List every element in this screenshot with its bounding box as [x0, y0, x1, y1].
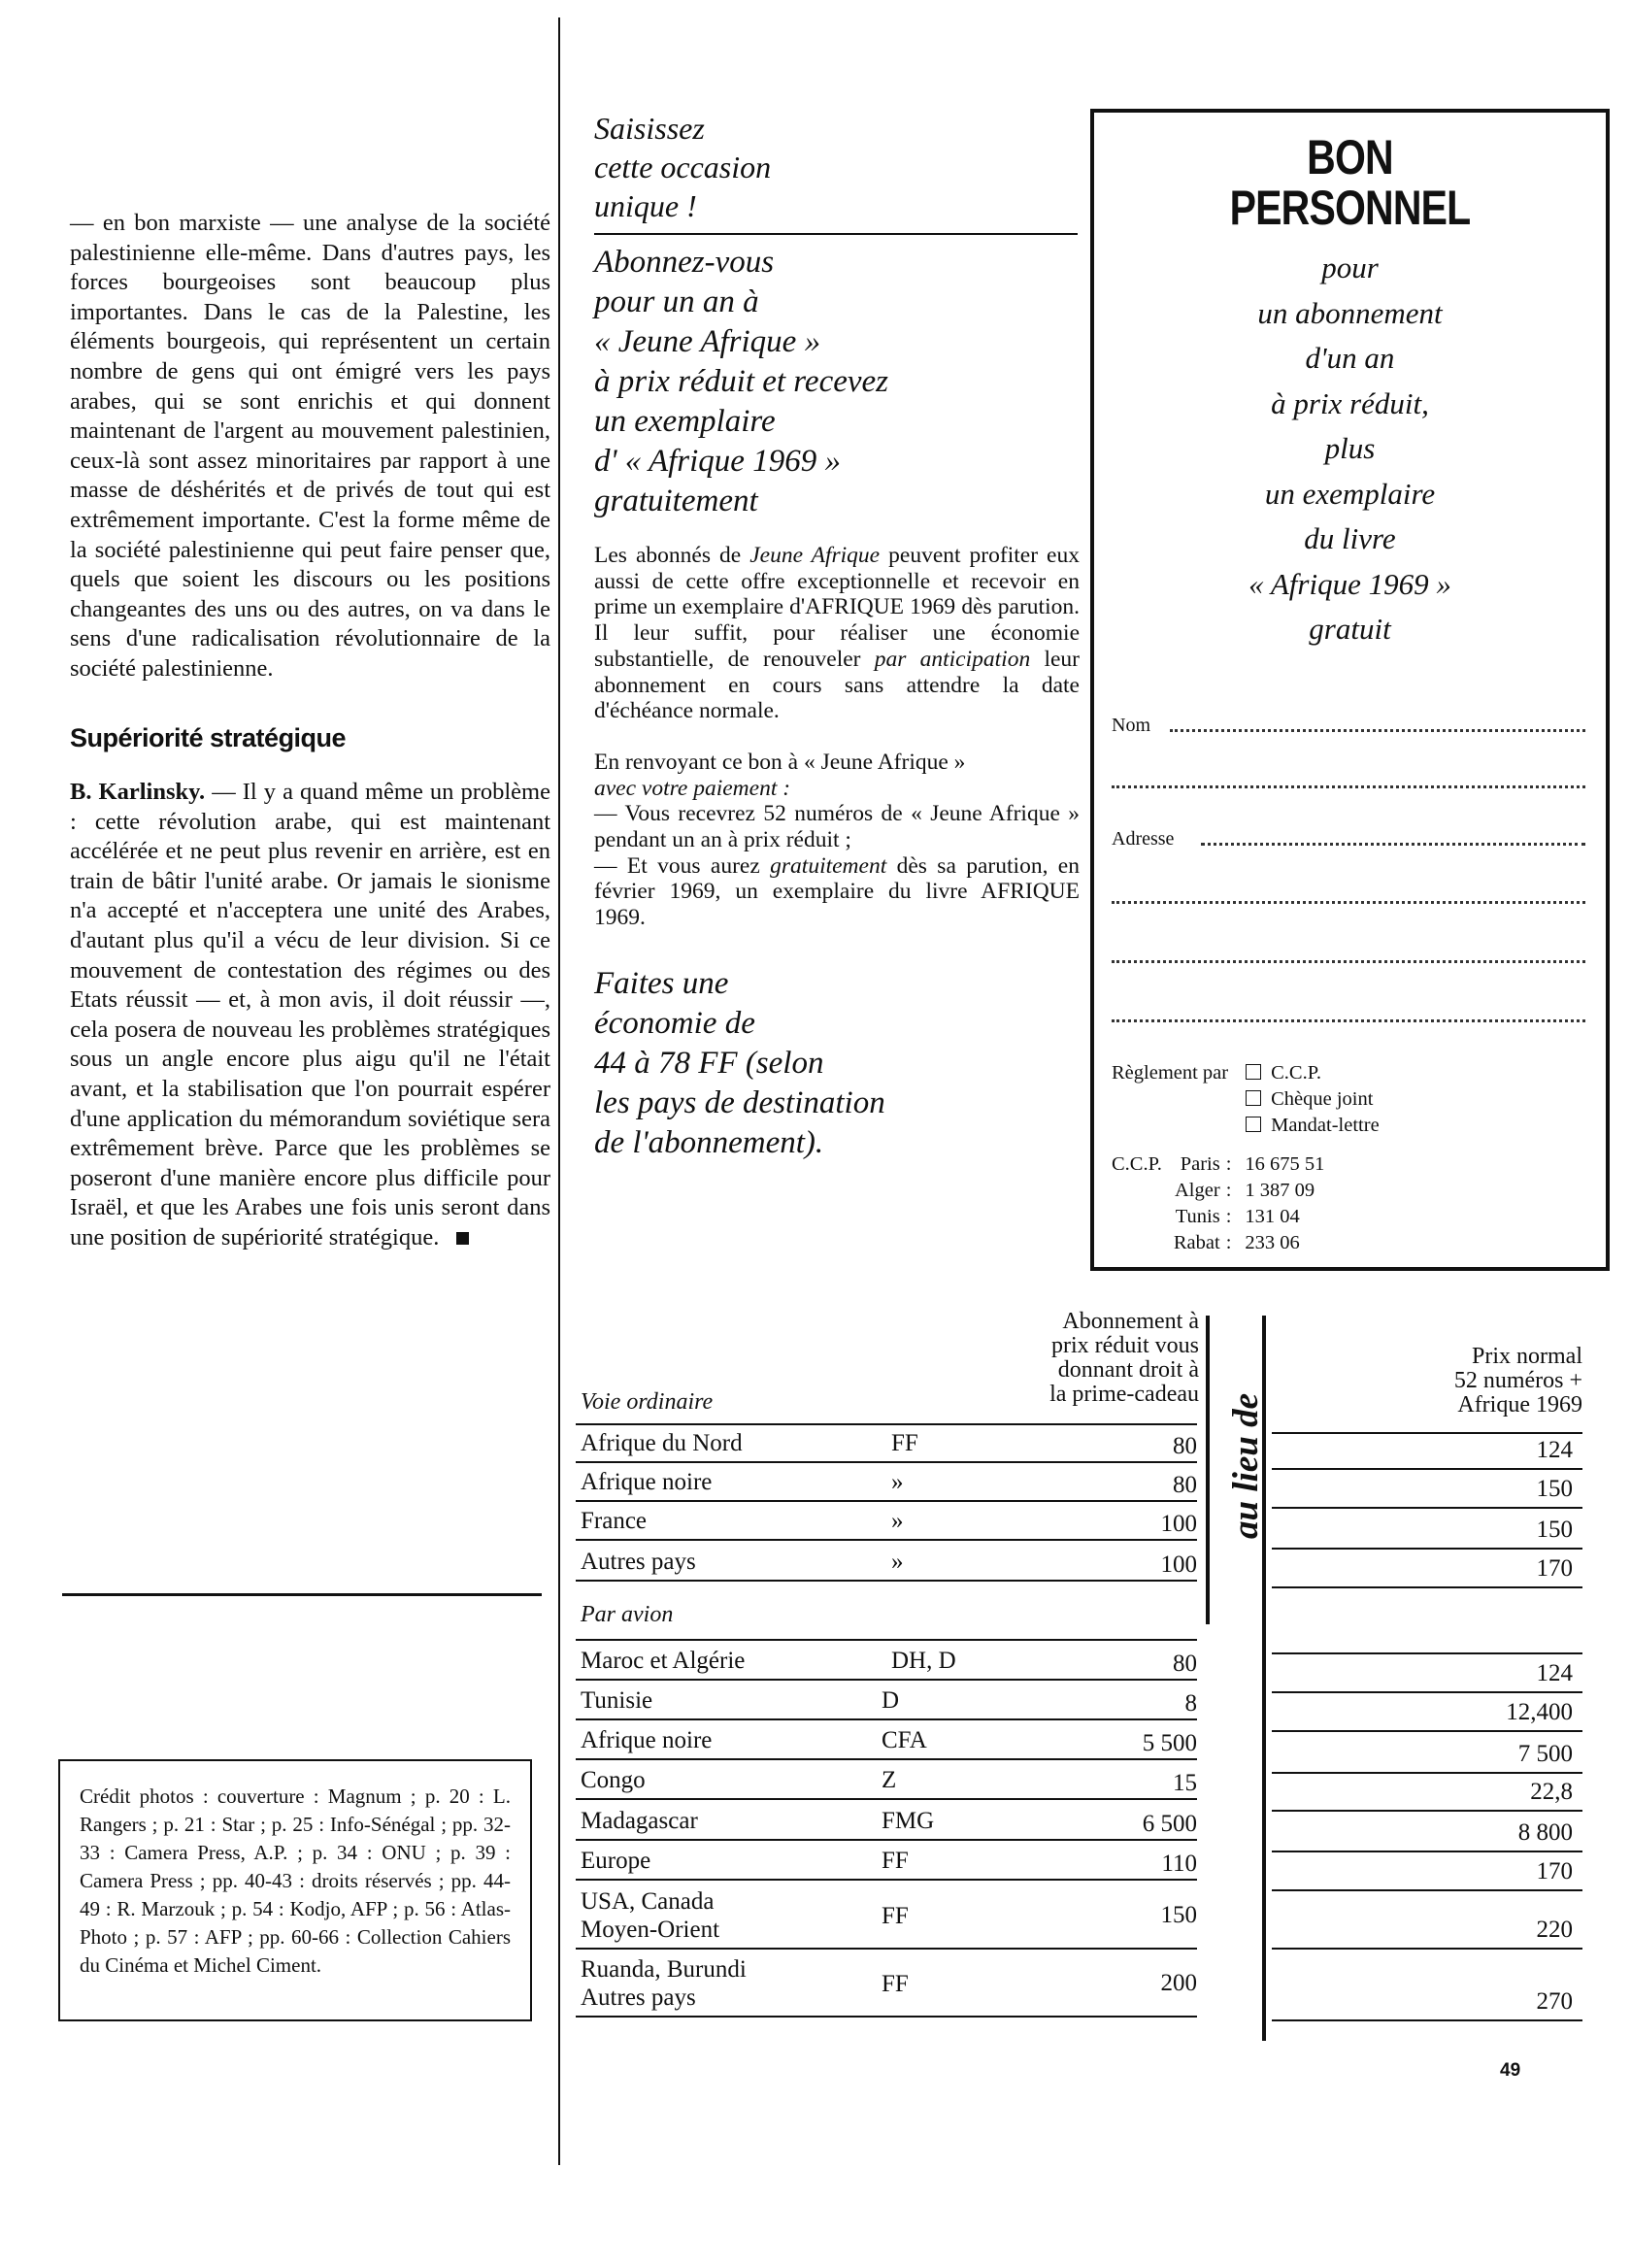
offer-body: Les abonnés de Jeune Afrique peuvent profiter eux aussi de cette offre exceptionnelle et recevoir en prime un exemplaire d'AFRIQUE 1969 dès parution. Il leur suffit, pour réaliser une économie substantielle, de renouveler par anticipation leur abonnement en cours sans attendre la date d'échéance normale.	[594, 543, 1080, 724]
headline-line: cette occasion	[594, 150, 772, 184]
table-rule	[576, 1580, 1197, 1582]
offer-subheadline	[594, 243, 1080, 521]
address-label: Adresse	[1112, 828, 1175, 850]
row-normal-price: 22,8	[1530, 1779, 1573, 1805]
section-ordinaire: Voie ordinaire	[581, 1389, 714, 1415]
table-rule	[576, 2016, 1197, 2018]
row-country-line: Autres pays	[581, 1984, 696, 2011]
row-country: Madagascar	[581, 1808, 698, 1834]
headline-line: unique !	[594, 188, 697, 223]
table-rule	[1272, 1730, 1582, 1732]
left-divider-rule	[62, 1593, 542, 1596]
instruction-item: — Et vous aurez gratuitement dès sa parution, en février 1969, un exemplaire du livre AFRIQUE 1969.	[594, 852, 1080, 931]
row-currency: FF	[882, 1848, 909, 1874]
table-rule	[576, 1879, 1197, 1881]
payment-option-mandat[interactable]: Mandat-lettre	[1246, 1113, 1380, 1139]
row-reduced-price: 80	[1173, 1433, 1197, 1459]
table-rule	[1272, 1432, 1582, 1434]
savings-callout	[594, 964, 1080, 1163]
subheadline-line: pour un an à	[594, 284, 759, 319]
table-rule	[576, 1539, 1197, 1541]
row-currency: D	[882, 1687, 900, 1714]
row-normal-price: 220	[1536, 1917, 1573, 1943]
row-currency: CFA	[882, 1727, 927, 1753]
payment-label: Règlement par	[1112, 1062, 1229, 1084]
subscription-offer	[594, 109, 1080, 1163]
headline-rule	[594, 233, 1078, 235]
payment-method	[1112, 1060, 1380, 1139]
row-reduced-price: 80	[1173, 1472, 1197, 1498]
address-field-line3[interactable]	[1112, 958, 1585, 963]
savings-line: Faites une	[594, 965, 729, 1001]
instruction-line: avec votre paiement :	[594, 775, 791, 801]
ccp-label: C.C.P.	[1112, 1153, 1162, 1175]
row-currency: FF	[882, 1903, 909, 1929]
offer-instructions	[594, 750, 1080, 931]
table-rule	[576, 1798, 1197, 1800]
table-rule	[576, 1639, 1197, 1641]
savings-line: de l'abonnement).	[594, 1124, 824, 1160]
subheadline-line: un exemplaire	[594, 404, 776, 439]
row-reduced-price: 110	[1161, 1851, 1197, 1877]
row-normal-price: 124	[1536, 1437, 1573, 1463]
page-number: 49	[1500, 2060, 1521, 2081]
table-rule	[576, 1758, 1197, 1760]
table-rule	[576, 1948, 1197, 1950]
table-rule	[1272, 1772, 1582, 1774]
table-rule	[1272, 1851, 1582, 1852]
row-normal-price: 170	[1536, 1858, 1573, 1884]
savings-line: 44 à 78 FF (selon	[594, 1045, 824, 1081]
row-reduced-price: 6 500	[1142, 1811, 1197, 1837]
row-normal-price: 124	[1536, 1660, 1573, 1686]
coupon-title: BON PERSONNEL	[1229, 130, 1471, 235]
au-lieu-de-label: au lieu de	[1226, 1392, 1266, 1539]
table-rule	[576, 1500, 1197, 1502]
table-rule	[1272, 1810, 1582, 1812]
article-paragraph	[70, 778, 550, 1253]
row-country	[581, 1955, 747, 2012]
row-currency: »	[891, 1469, 904, 1495]
row-reduced-price: 200	[1160, 1970, 1197, 1996]
headline-line: Saisissez	[594, 111, 705, 146]
table-rule	[576, 1679, 1197, 1681]
savings-line: les pays de destination	[594, 1084, 885, 1120]
row-country-line: Moyen-Orient	[581, 1917, 720, 1943]
name-field-line2[interactable]	[1112, 784, 1585, 788]
photo-credits-box: Crédit photos : couverture : Magnum ; p. 20 : L. Rangers ; p. 21 : Star ; p. 25 : Info-Sénégal ; pp. 32-33 : Camera Press, A.P. ; p. 34 : ONU ; p. 39 : Camera Press ; pp. 40-43 : droits réservés ; pp. 44-49 : R. Marzouk ; p. 54 : Kodjo, AFP ; p. 56 : Atlas-Photo ; p. 57 : AFP ; pp. 60-66 : Collection Cahiers du Cinéma et Michel Ciment.	[58, 1759, 532, 2021]
row-currency: FF	[882, 1971, 909, 1997]
table-rule	[576, 1423, 1197, 1425]
normal-price-header: Prix normal 52 numéros + Afrique 1969	[1453, 1344, 1582, 1418]
row-currency: FF	[891, 1430, 918, 1456]
row-country	[581, 1887, 719, 1944]
reduced-price-header: Abonnement à prix réduit vous donnant droit à la prime-cadeau	[1049, 1309, 1199, 1407]
table-rule	[1272, 1468, 1582, 1470]
row-country-line: USA, Canada	[581, 1888, 715, 1915]
speaker-name: B. Karlinsky.	[70, 779, 206, 806]
coupon-description: pour un abonnement d'un an à prix réduit, plus un exemplaire du livre « Afrique 1969 » gratuit	[1248, 250, 1451, 646]
row-normal-price: 12,400	[1506, 1699, 1573, 1725]
row-normal-price: 7 500	[1517, 1741, 1573, 1767]
row-country: Autres pays	[581, 1549, 696, 1575]
savings-line: économie de	[594, 1005, 755, 1041]
table-rule	[1272, 1586, 1582, 1588]
checkbox-icon[interactable]	[1246, 1090, 1261, 1106]
address-field-line2[interactable]	[1112, 899, 1585, 904]
table-rule	[576, 1718, 1197, 1720]
checkbox-icon[interactable]	[1246, 1117, 1261, 1132]
row-reduced-price: 8	[1184, 1690, 1197, 1717]
offer-headline	[594, 109, 1080, 225]
table-rule	[1272, 1652, 1582, 1654]
row-currency: »	[891, 1549, 904, 1575]
row-reduced-price: 15	[1173, 1770, 1197, 1796]
ccp-accounts: C.C.P. Paris : 16 675 51 Alger : 1 387 09 Tunis : 131 04 Rabat : 233 06	[1112, 1153, 1325, 1253]
table-divider	[1206, 1316, 1210, 1624]
table-rule	[1272, 1948, 1582, 1950]
row-country: Afrique noire	[581, 1727, 713, 1753]
row-normal-price: 270	[1536, 1988, 1573, 2015]
row-country: France	[581, 1508, 648, 1534]
table-rule	[1272, 1507, 1582, 1509]
column-divider	[558, 17, 560, 2165]
row-country: Afrique noire	[581, 1469, 713, 1495]
section-avion: Par avion	[581, 1602, 674, 1627]
instruction-item: — Vous recevrez 52 numéros de « Jeune Afrique » pendant un an à prix réduit ;	[594, 801, 1080, 853]
end-mark-icon	[456, 1232, 469, 1245]
speech-text: — Il y a quand même un problème : cette révolution arabe, qui est maintenant accélérée et ne peut plus revenir en arrière, est en train de bâtir l'unité arabe. Or jamais le sionisme n'a accepté et n'acceptera une unité des Arabes, d'autant plus qu'il a vécu de leur division. Si ce mouvement de contestation des régimes ou des Etats réussit — et, à mon avis, il doit réussir —, cela posera de nouveau les problèmes stratégiques sous un angle encore plus aigu qu'il ne l'était avant, et la stabilisation que l'on pourrait espérer d'une application du mémorandum soviétique sera extrêmement brève. Parce que les problèmes se poseront d'une manière encore plus difficile pour Israël, et que les Arabes une fois unis seront dans une position de supériorité stratégique.	[70, 779, 550, 1251]
payment-option-cheque[interactable]: Chèque joint	[1246, 1086, 1380, 1113]
table-rule	[576, 1461, 1197, 1463]
row-reduced-price: 80	[1173, 1651, 1197, 1677]
row-reduced-price: 5 500	[1142, 1730, 1197, 1756]
article-body	[70, 209, 550, 1253]
row-currency: DH, D	[891, 1648, 956, 1674]
row-country: Afrique du Nord	[581, 1430, 743, 1456]
row-currency: FMG	[882, 1808, 935, 1834]
row-reduced-price: 100	[1160, 1551, 1197, 1578]
row-country: Maroc et Algérie	[581, 1648, 746, 1674]
row-reduced-price: 100	[1160, 1511, 1197, 1537]
table-rule	[1272, 1889, 1582, 1891]
table-rule	[1272, 2019, 1582, 2021]
row-currency: »	[891, 1508, 904, 1534]
row-currency: Z	[882, 1767, 897, 1793]
subheadline-line: Abonnez-vous	[594, 245, 775, 280]
subheadline-line: d' « Afrique 1969 »	[594, 444, 841, 479]
section-subheading: Supériorité stratégique	[70, 722, 347, 752]
instruction-line: En renvoyant ce bon à « Jeune Afrique »	[594, 749, 966, 775]
address-field[interactable]	[1201, 841, 1585, 846]
payment-option-ccp[interactable]: C.C.P.	[1246, 1060, 1380, 1086]
order-coupon	[1090, 109, 1610, 1271]
row-country: Europe	[581, 1848, 651, 1874]
row-normal-price: 150	[1536, 1476, 1573, 1502]
subheadline-line: à prix réduit et recevez	[594, 364, 888, 399]
name-label: Nom	[1112, 715, 1150, 736]
subheadline-line: « Jeune Afrique »	[594, 324, 821, 359]
name-field[interactable]	[1170, 727, 1585, 732]
row-normal-price: 170	[1536, 1555, 1573, 1582]
article-paragraph: — en bon marxiste — une analyse de la société palestinienne elle-même. Dans d'autres pays, les forces bourgeoises sont beaucoup plus importantes. Dans le cas de la Palestine, les éléments bourgeois, qui représentent un certain nombre de gens qui ont émigré vers les pays arabes, qui se sont enrichis et qui donnent maintenant de l'argent au mouvement palestinien, ceux-là sont assez minoritaires par rapport à une masse de déshérités et de privés de tout qui est extrêmement importante. C'est la forme même de la société palestinienne qui peut faire penser que, quels que soient les discours ou les positions changeantes des uns ou des autres, on va dans le sens d'une radicalisation révolutionnaire de la société palestinienne.	[70, 210, 550, 682]
row-normal-price: 8 800	[1517, 1819, 1573, 1846]
row-country: Tunisie	[581, 1687, 653, 1714]
row-reduced-price: 150	[1160, 1902, 1197, 1928]
checkbox-icon[interactable]	[1246, 1064, 1261, 1080]
subheadline-line: gratuitement	[594, 484, 758, 518]
address-field-line4[interactable]	[1112, 1017, 1585, 1022]
table-rule	[1272, 1548, 1582, 1550]
row-country: Congo	[581, 1767, 646, 1793]
row-normal-price: 150	[1536, 1517, 1573, 1543]
table-rule	[576, 1839, 1197, 1841]
row-country-line: Ruanda, Burundi	[581, 1956, 747, 1983]
table-rule	[1272, 1691, 1582, 1693]
